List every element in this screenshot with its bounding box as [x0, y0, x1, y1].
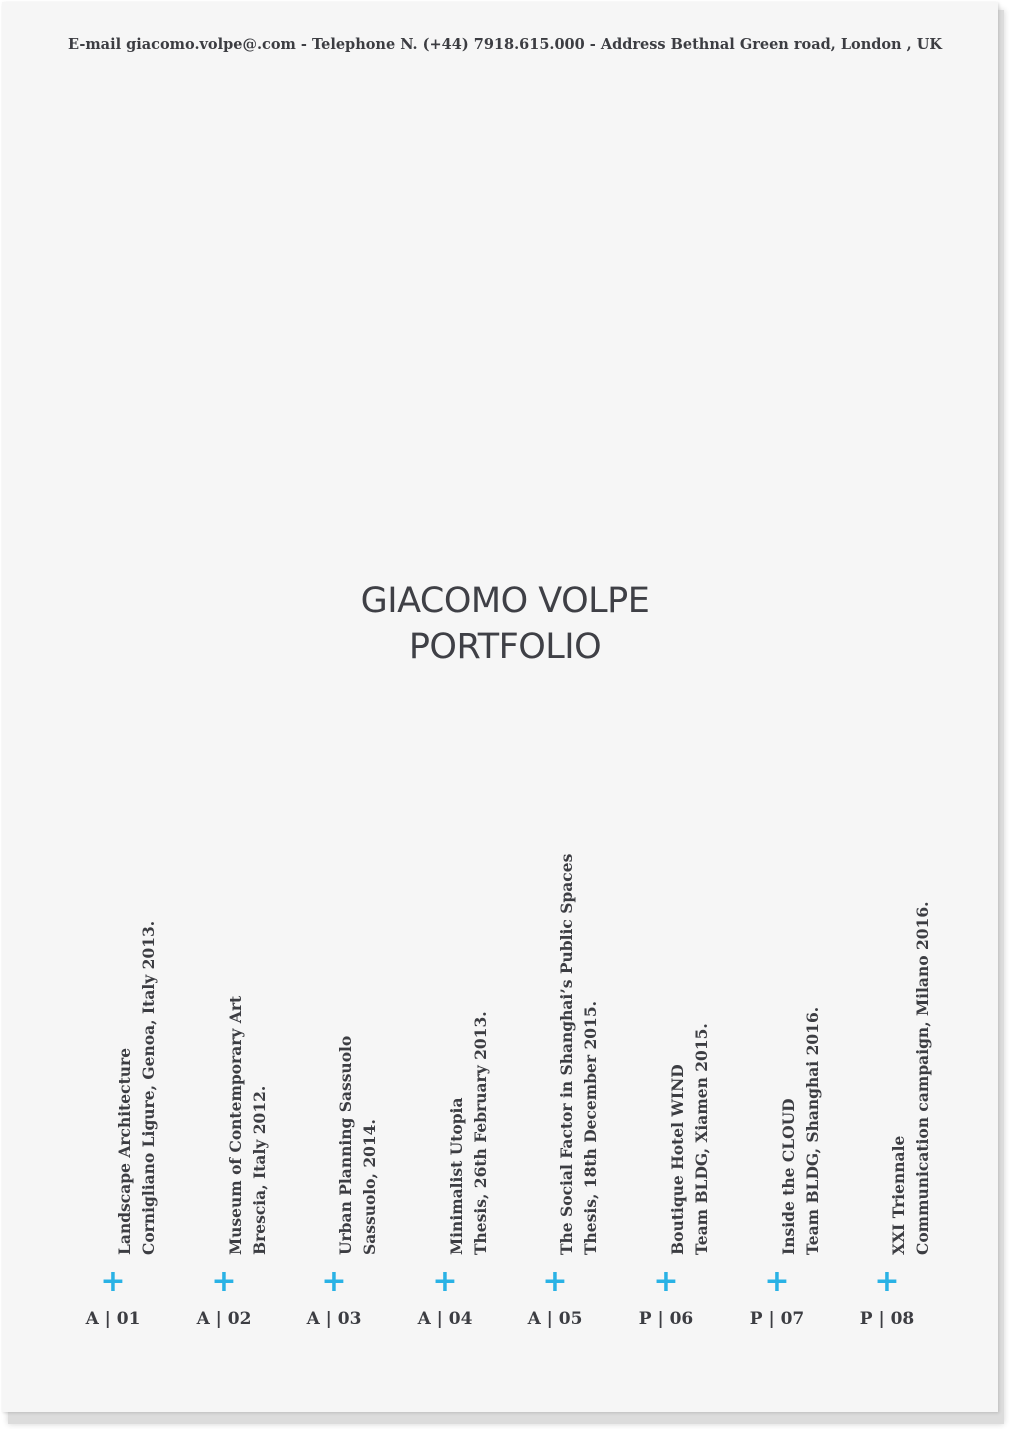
- project-details: Team BLDG, Shanghai 2016.: [803, 1006, 822, 1255]
- cover-title: [0, 578, 1010, 670]
- portfolio-subtitle: PORTFOLIO: [408, 627, 602, 667]
- project-details: Thesis, 18th December 2015.: [581, 1001, 600, 1255]
- project-title: Museum of Contemporary Art: [226, 995, 245, 1255]
- project-label: [722, 810, 832, 1255]
- project-details: Sassuolo, 2014.: [360, 1119, 379, 1255]
- project-label: [169, 810, 279, 1255]
- project-title: Minimalist Utopia: [447, 1097, 466, 1255]
- project-entry[interactable]: [500, 810, 610, 1410]
- project-label: [500, 810, 610, 1255]
- project-label: [279, 810, 389, 1255]
- plus-icon[interactable]: +: [764, 1264, 790, 1299]
- plus-icon[interactable]: +: [211, 1264, 237, 1299]
- project-details: Communication campaign, Milano 2016.: [913, 901, 932, 1255]
- project-entry[interactable]: [722, 810, 832, 1410]
- project-title: Landscape Architecture: [115, 1047, 134, 1255]
- project-code: A | 05: [527, 1309, 583, 1329]
- project-label: [58, 810, 168, 1255]
- project-code: P | 06: [638, 1309, 694, 1329]
- project-title: Inside the CLOUD: [779, 1098, 798, 1255]
- project-entry[interactable]: [832, 810, 942, 1410]
- project-title: Boutique Hotel WIND: [668, 1064, 687, 1255]
- project-code: A | 01: [85, 1309, 141, 1329]
- project-title: The Social Factor in Shanghai’s Public Spaces: [557, 853, 576, 1255]
- project-code: A | 03: [306, 1309, 362, 1329]
- plus-icon[interactable]: +: [542, 1264, 568, 1299]
- project-details: Brescia, Italy 2012.: [250, 1085, 269, 1255]
- plus-icon[interactable]: +: [874, 1264, 900, 1299]
- project-entry[interactable]: [611, 810, 721, 1410]
- project-code: P | 08: [859, 1309, 915, 1329]
- project-code: A | 04: [417, 1309, 473, 1329]
- project-details: Team BLDG, Xiamen 2015.: [692, 1023, 711, 1255]
- project-entry[interactable]: [279, 810, 389, 1410]
- contact-info: E-mail giacomo.volpe@.com - Telephone N. (+44) 7918.615.000 - Address Bethnal Green road, London , UK: [68, 36, 942, 53]
- plus-icon[interactable]: +: [653, 1264, 679, 1299]
- project-entry[interactable]: [58, 810, 168, 1410]
- project-label: [390, 810, 500, 1255]
- project-details: Thesis, 26th February 2013.: [471, 1011, 490, 1255]
- project-code: A | 02: [196, 1309, 252, 1329]
- author-name: GIACOMO VOLPE: [360, 581, 650, 621]
- plus-icon[interactable]: +: [321, 1264, 347, 1299]
- project-title: Urban Planning Sassuolo: [336, 1035, 355, 1255]
- project-label: [611, 810, 721, 1255]
- project-code: P | 07: [749, 1309, 805, 1329]
- project-label: [832, 810, 942, 1255]
- plus-icon[interactable]: +: [432, 1264, 458, 1299]
- project-entry[interactable]: [169, 810, 279, 1410]
- project-details: Cornigliano Ligure, Genoa, Italy 2013.: [139, 920, 158, 1255]
- project-title: XXI Triennale: [889, 1135, 908, 1255]
- project-entry[interactable]: [390, 810, 500, 1410]
- plus-icon[interactable]: +: [100, 1264, 126, 1299]
